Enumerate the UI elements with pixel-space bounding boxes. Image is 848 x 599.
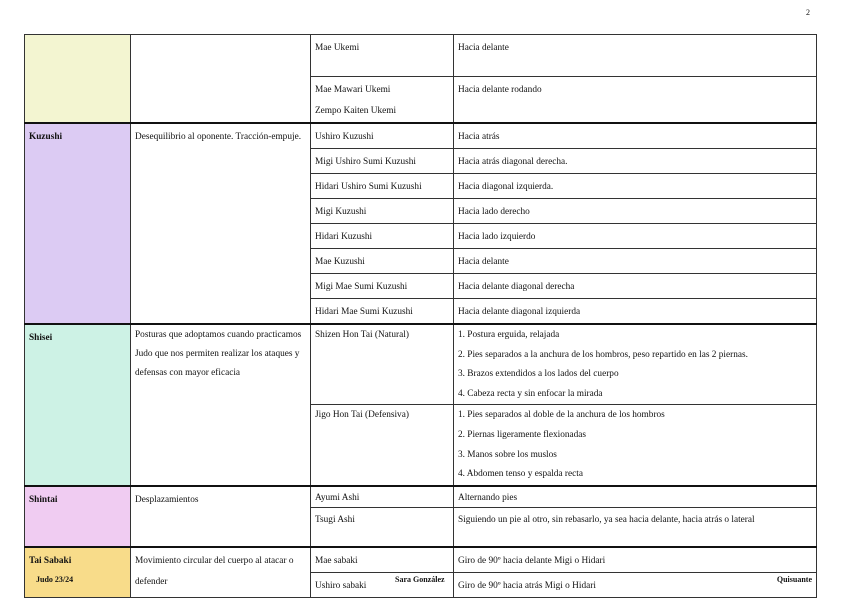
technique-name: Migi Kuzushi bbox=[311, 199, 454, 224]
technique-name: Tsugi Ashi bbox=[311, 507, 454, 547]
technique-name: Hidari Mae Sumi Kuzushi bbox=[311, 299, 454, 325]
point-line: 1. Pies separados al doble de la anchura de los hombros bbox=[458, 410, 665, 421]
technique-description: Hacia delante diagonal derecha bbox=[454, 274, 817, 299]
footer-right: Quisuante bbox=[776, 575, 812, 584]
technique-name: Migi Ushiro Sumi Kuzushi bbox=[311, 149, 454, 174]
technique-name: Mae Kuzushi bbox=[311, 249, 454, 274]
point-line: 2. Pies separados a la anchura de los hombros, peso repartido en las 2 piernas. bbox=[458, 349, 748, 360]
ukemi-definition-cell bbox=[131, 35, 311, 124]
point-line: 1. Postura erguida, relajada bbox=[458, 330, 560, 340]
technique-name: Migi Mae Sumi Kuzushi bbox=[311, 274, 454, 299]
point-line: 3. Manos sobre los muslos bbox=[458, 449, 557, 460]
table-row bbox=[25, 486, 817, 508]
point-line: 2. Piernas ligeramente flexionadas bbox=[458, 429, 587, 440]
technique-name: Mae Ukemi bbox=[311, 35, 454, 77]
technique-name-line: Zempo Kaiten Ukemi bbox=[315, 106, 397, 116]
point-line: 4. Abdomen tenso y espalda recta bbox=[458, 469, 583, 480]
technique-description bbox=[454, 324, 817, 405]
shintai-title: Shintai bbox=[25, 486, 131, 548]
point-line: 3. Brazos extendidos a los lados del cuerpo bbox=[458, 369, 619, 380]
technique-description: Alternando pies bbox=[454, 486, 817, 508]
technique-description: Giro de 90º hacia delante Migi o Hidari bbox=[454, 547, 817, 573]
technique-name-line: Mae Mawari Ukemi bbox=[315, 85, 391, 95]
technique-description: Hacia atrás diagonal derecha. bbox=[454, 149, 817, 174]
footer-left: Judo 23/24 bbox=[36, 575, 74, 584]
technique-description: Giro de 90º hacia atrás Migi o Hidari bbox=[454, 573, 817, 598]
table-row bbox=[25, 324, 817, 405]
kuzushi-title: Kuzushi bbox=[25, 123, 131, 324]
technique-description: Hacia delante bbox=[454, 35, 817, 77]
technique-description bbox=[454, 405, 817, 486]
page-number: 2 bbox=[806, 8, 810, 17]
technique-description: Hacia lado derecho bbox=[454, 199, 817, 224]
technique-name: Ushiro Kuzushi bbox=[311, 123, 454, 149]
footer-center: Sara González bbox=[395, 575, 445, 584]
technique-name: Ushiro sabaki bbox=[311, 573, 454, 598]
technique-name bbox=[311, 77, 454, 124]
table-row bbox=[25, 123, 817, 149]
shisei-title: Shisei bbox=[25, 324, 131, 486]
technique-name: Hidari Ushiro Sumi Kuzushi bbox=[311, 174, 454, 199]
technique-description: Hacia delante diagonal izquierda bbox=[454, 299, 817, 325]
table-row bbox=[25, 35, 817, 77]
technique-name: Ayumi Ashi bbox=[311, 486, 454, 508]
tai-sabaki-definition: Movimiento circular del cuerpo al atacar o defender bbox=[131, 547, 311, 598]
table-row bbox=[25, 547, 817, 573]
technique-name: Jigo Hon Tai (Defensiva) bbox=[311, 405, 454, 486]
tai-sabaki-title: Tai Sabaki bbox=[25, 547, 131, 598]
technique-description: Hacia atrás bbox=[454, 123, 817, 149]
point-line: 4. Cabeza recta y sin enfocar la mirada bbox=[458, 388, 603, 399]
technique-description: Siguiendo un pie al otro, sin rebasarlo, ya sea hacia delante, hacia atrás o lateral bbox=[454, 507, 817, 547]
technique-name: Hidari Kuzushi bbox=[311, 224, 454, 249]
technique-name: Mae sabaki bbox=[311, 547, 454, 573]
technique-description: Hacia diagonal izquierda. bbox=[454, 174, 817, 199]
technique-description: Hacia delante bbox=[454, 249, 817, 274]
technique-description: Hacia lado izquierdo bbox=[454, 224, 817, 249]
technique-name: Shizen Hon Tai (Natural) bbox=[311, 324, 454, 405]
judo-concepts-table bbox=[24, 34, 817, 598]
shintai-definition: Desplazamientos bbox=[131, 486, 311, 548]
ukemi-category-cell bbox=[25, 35, 131, 124]
technique-description: Hacia delante rodando bbox=[454, 77, 817, 124]
shisei-definition: Posturas que adoptamos cuando practicamos Judo que nos permiten realizar los ataques y defensas con mayor eficacia bbox=[131, 324, 311, 486]
kuzushi-definition: Desequilibrio al oponente. Tracción-empuje. bbox=[131, 123, 311, 324]
